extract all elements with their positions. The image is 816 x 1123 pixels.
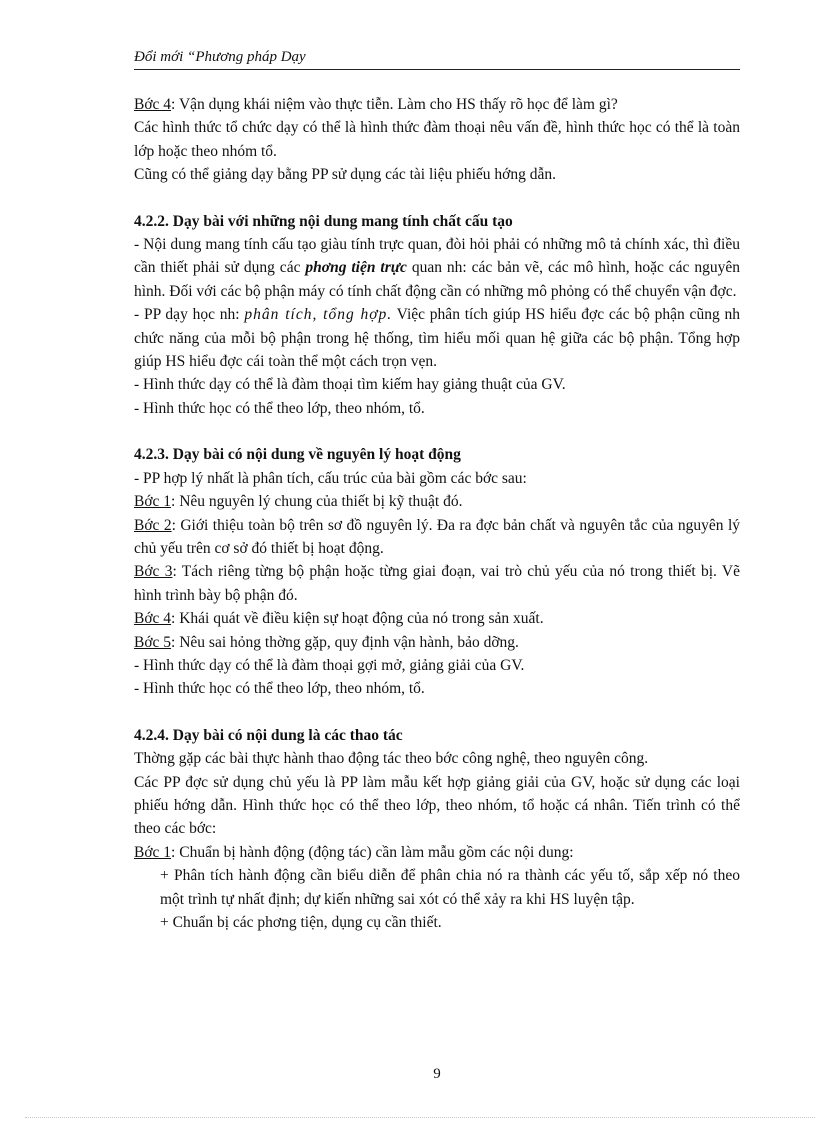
step-label: Bớc 4 (134, 96, 172, 113)
step-label: Bớc 4 (134, 610, 172, 628)
heading-4-2-2: 4.2.2. Dạy bài với những nội dung mang tính chất cấu tạo (134, 212, 513, 230)
step-item (134, 490, 740, 513)
sub-item: + Chuẩn bị các phơng tiện, dụng cụ cần thiết. (160, 914, 442, 931)
text-run: - PP dạy học nh: (134, 306, 245, 324)
heading-4-2-3: 4.2.3. Dạy bài có nội dung về nguyên lý hoạt động (134, 446, 461, 464)
step-item (134, 514, 740, 561)
step-item (134, 607, 740, 630)
step-label: Bớc 2 (134, 516, 172, 534)
sub-item: + Phân tích hành động cần biểu diễn để phân chia nó ra thành các yếu tố, sắp xếp nó theo một trình tự nhất định; dự kiến những sai xót có thể xảy ra khi HS luyện tập. (160, 867, 740, 908)
step-label: Bớc 3 (134, 563, 173, 581)
intro-paragraph-1: Các hình thức tổ chức dạy có thể là hình thức đàm thoại nêu vấn đề, hình thức học có thể là toàn lớp hoặc theo nhóm tổ. (134, 119, 740, 160)
step-text: : Chuẩn bị hành động (động tác) cần làm mẫu gồm các nội dung: (171, 843, 574, 861)
step-item (134, 560, 740, 607)
heading-4-2-4: 4.2.4. Dạy bài có nội dung là các thao tác (134, 726, 403, 744)
section-4-2-2-paragraph-1 (134, 233, 740, 303)
step-item (134, 631, 740, 654)
step-label: Bớc 1 (134, 843, 172, 861)
running-header: Đổi mới “Phương pháp Dạy (134, 48, 740, 70)
section-4-2-4-paragraph-2: Các PP đợc sử dụng chủ yếu là PP làm mẫu kết hợp giảng giải của GV, hoặc sử dụng các loại phiếu hớng dẫn. Hình thức học có thể theo lớp, theo nhóm, tổ hoặc cá nhân. Tiến trình có thể theo các bớc: (134, 773, 740, 838)
page-content (134, 93, 740, 934)
section-4-2-2-paragraph-3: - Hình thức dạy có thể là đàm thoại tìm kiếm hay giảng thuật của GV. (134, 376, 566, 394)
text-run: - Nội dung mang tính cấu tạo giàu tính trực quan, đòi hỏi phải có những mô tả chính xác, thì điều cần thiết phải sử dụng các (134, 236, 740, 277)
intro-step-4 (134, 93, 740, 116)
step-text: : Khái quát về điều kiện sự hoạt động của nó trong sản xuất. (171, 610, 544, 628)
section-4-2-3-paragraph-3: - Hình thức học có thể theo lớp, theo nhóm, tổ. (134, 680, 425, 698)
step-text: : Vận dụng khái niệm vào thực tiễn. Làm cho HS thấy rõ học để làm gì? (171, 96, 618, 113)
intro-paragraph-2: Cũng có thể giảng dạy bằng PP sử dụng các tài liệu phiếu hớng dẫn. (134, 166, 556, 184)
section-4-2-3-paragraph-2: - Hình thức dạy có thể là đàm thoại gợi mở, giảng giải của GV. (134, 656, 525, 674)
text-run: Việc phân tích giúp HS hiểu đợc các bộ phận cũng nh chức năng của mỗi bộ phận trong hệ thống, tìm hiểu mối quan hệ giữa các bộ phận. Tổng hợp giúp HS hiểu đợc cái toàn thể một cách trọn vẹn. (134, 306, 740, 371)
step-label: Bớc 1 (134, 493, 172, 511)
page-bottom-divider (25, 1117, 815, 1118)
step-item (134, 841, 740, 864)
emphasis-text: phơng tiện trực (305, 259, 407, 277)
step-text: : Giới thiệu toàn bộ trên sơ đồ nguyên lý. Đa ra đợc bản chất và nguyên tắc của nguyên lý chủ yếu trên cơ sở đó thiết bị hoạt động. (134, 516, 740, 557)
section-4-2-2-paragraph-2 (134, 303, 740, 373)
step-text: : Nêu sai hỏng thờng gặp, quy định vận hành, bảo dỡng. (171, 633, 519, 651)
section-4-2-3-paragraph-1: - PP hợp lý nhất là phân tích, cấu trúc của bài gồm các bớc sau: (134, 469, 527, 487)
emphasis-text: phân tích, tổng hợp. (244, 306, 393, 324)
page-number: 9 (433, 1066, 441, 1082)
step-text: : Nêu nguyên lý chung của thiết bị kỹ thuật đó. (171, 493, 463, 511)
section-4-2-2-paragraph-4: - Hình thức học có thể theo lớp, theo nhóm, tổ. (134, 399, 425, 417)
text-run: quan nh: các bản vẽ, các mô hình, hoặc các nguyên hình. Đối với các bộ phận máy có tính chất động cần có những mô phỏng có thể chuyển vận đợc. (134, 259, 740, 300)
step-text: : Tách riêng từng bộ phận hoặc từng giai đoạn, vai trò chủ yếu của nó trong thiết bị. Vẽ hình trình bày bộ phận đó. (134, 563, 740, 604)
section-4-2-4-paragraph-1: Thờng gặp các bài thực hành thao động tác theo bớc công nghệ, theo nguyên công. (134, 750, 649, 768)
step-label: Bớc 5 (134, 633, 172, 651)
